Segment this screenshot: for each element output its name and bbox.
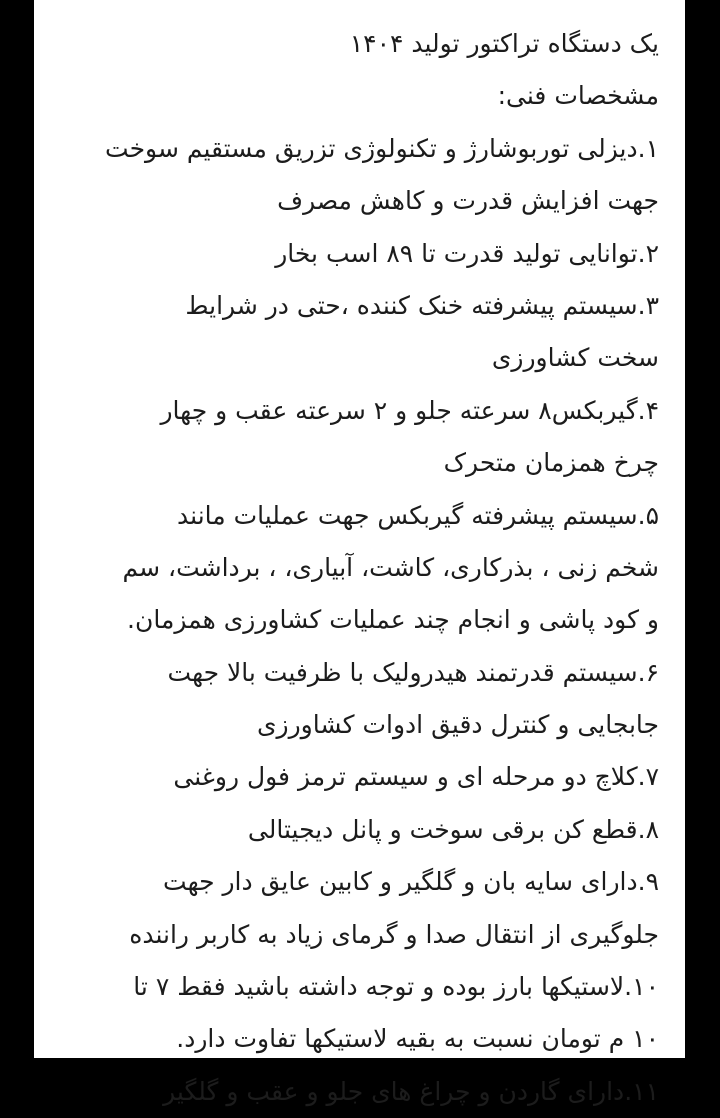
text-line-item-9: ۹.دارای سایه بان و گلگیر و کابین عایق دار جهت xyxy=(163,867,659,897)
text-line-item-5-cont-1: شخم زنی ، بذرکاری، کاشت، آبیاری، ، برداشت، سم xyxy=(122,552,659,582)
text-line-item-9-cont: جلوگیری از انتقال صدا و گرمای زیاد به کاربر راننده xyxy=(129,919,659,949)
text-line-item-11-partial: ۱۱.دارای گاردن و چراغ های جلو و عقب و گلگیر xyxy=(163,1076,659,1106)
tractor-spec-text xyxy=(47,18,659,1106)
text-line-item-4-cont: چرخ همزمان متحرک xyxy=(443,448,659,478)
text-line-item-4: ۴.گیربکس۸ سرعته جلو و ۲ سرعته عقب و چهار xyxy=(160,395,659,425)
text-line-item-3-cont: سخت کشاورزی xyxy=(491,343,659,373)
text-line-item-10-cont: ۱۰ م تومان نسبت به بقیه لاستیکها تفاوت دارد. xyxy=(176,1024,659,1054)
text-line-title: یک دستگاه تراکتور تولید ۱۴۰۴ xyxy=(349,29,659,58)
text-line-item-1: ۱.دیزلی توربوشارژ و تکنولوژی تزریق مستقیم سوخت xyxy=(105,133,659,163)
text-line-item-6-cont: جابجایی و کنترل دقیق ادوات کشاورزی xyxy=(256,710,659,740)
text-line-item-10: ۱۰.لاستیکها بارز بوده و توجه داشته باشید فقط ۷ تا xyxy=(133,972,659,1002)
text-line-specs-heading: مشخصات فنی: xyxy=(497,81,659,111)
text-line-item-5-cont-2: و کود پاشی و انجام چند عملیات کشاورزی همزمان. xyxy=(127,605,659,635)
text-line-item-1-cont: جهت افزایش قدرت و کاهش مصرف xyxy=(277,186,659,216)
text-line-item-2: ۲.توانایی تولید قدرت تا ۸۹ اسب بخار xyxy=(275,238,659,268)
text-line-item-6: ۶.سیستم قدرتمند هیدرولیک با ظرفیت بالا جهت xyxy=(167,657,659,687)
text-line-item-5: ۵.سیستم پیشرفته گیربکس جهت عملیات مانند xyxy=(177,500,659,530)
text-line-item-3: ۳.سیستم پیشرفته خنک کننده ،حتی در شرایط xyxy=(185,290,659,320)
text-line-item-8: ۸.قطع کن برقی سوخت و پانل دیجیتالی xyxy=(247,814,659,844)
message-panel xyxy=(34,0,685,1106)
text-line-item-7: ۷.کلاچ دو مرحله ای و سیستم ترمز فول روغنی xyxy=(173,762,659,792)
